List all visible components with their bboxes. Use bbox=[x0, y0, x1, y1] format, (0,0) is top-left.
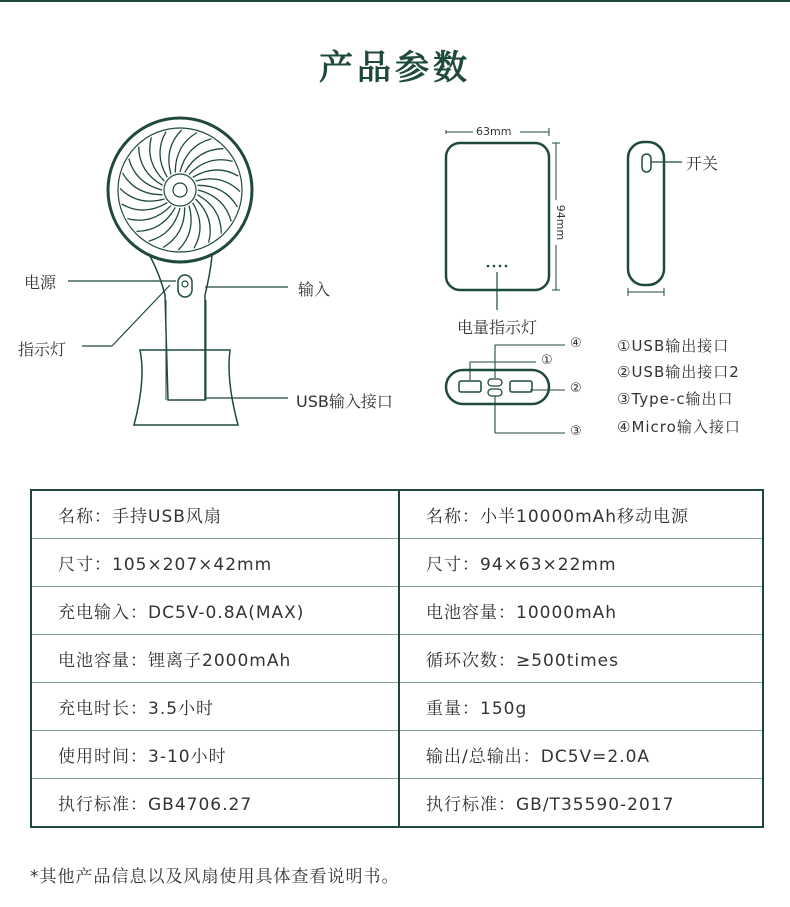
fan-blade bbox=[197, 185, 237, 207]
spec-fan-standard: 执行标准：GB4706.27 bbox=[31, 779, 399, 828]
fan-blade bbox=[189, 160, 233, 175]
label-switch: 开关 bbox=[686, 154, 719, 173]
powerbank-front bbox=[446, 128, 560, 310]
fan-blade bbox=[163, 207, 185, 247]
dim-height: 94mm bbox=[554, 204, 568, 241]
footnote: *其他产品信息以及风扇使用具体查看说明书。 bbox=[30, 867, 400, 887]
spec-fan-size: 尺寸：105×207×42mm bbox=[31, 539, 399, 587]
label-indicator: 指示灯 bbox=[18, 340, 67, 359]
table-row bbox=[31, 779, 763, 828]
legend-port-1: ①USB输出接口 bbox=[617, 337, 730, 355]
table-row bbox=[31, 731, 763, 779]
spec-fan-charge-time: 充电时长：3.5小时 bbox=[31, 683, 399, 731]
spec-fan-charge-input: 充电输入：DC5V-0.8A(MAX) bbox=[31, 587, 399, 635]
table-row bbox=[31, 683, 763, 731]
table-row bbox=[31, 490, 763, 539]
spec-fan-capacity: 电池容量：锂离子2000mAh bbox=[31, 635, 399, 683]
legend-port-4: ④Micro输入接口 bbox=[617, 418, 741, 436]
fan-blade bbox=[139, 147, 163, 186]
spec-powerbank-capacity: 电池容量：10000mAh bbox=[399, 587, 763, 635]
spec-fan-name: 名称：手持USB风扇 bbox=[31, 490, 399, 539]
fan-blade bbox=[175, 133, 197, 173]
fan-blade bbox=[160, 132, 167, 178]
label-battery-indicator: 电量指示灯 bbox=[457, 318, 538, 337]
spec-powerbank-cycles: 循环次数：≥500times bbox=[399, 635, 763, 683]
fan-blade bbox=[193, 170, 239, 177]
fan-blade bbox=[150, 137, 165, 181]
fan-blade bbox=[127, 206, 171, 221]
spec-table bbox=[30, 489, 764, 828]
fan-blade bbox=[197, 195, 221, 234]
fan-blade bbox=[193, 203, 200, 249]
dim-width: 63mm bbox=[476, 125, 512, 138]
page-title: 产品参数 bbox=[319, 48, 471, 88]
callout-4: ④ bbox=[570, 336, 582, 351]
spec-powerbank-weight: 重量：150g bbox=[399, 683, 763, 731]
label-input: 输入 bbox=[298, 280, 331, 299]
label-usb-input: USB输入接口 bbox=[296, 392, 393, 411]
legend-port-3: ③Type-c输出口 bbox=[617, 390, 734, 408]
label-power: 电源 bbox=[24, 273, 57, 292]
fan-blade bbox=[122, 203, 168, 210]
table-row bbox=[31, 539, 763, 587]
fan-blade bbox=[123, 173, 163, 195]
fan-illustration bbox=[68, 118, 288, 425]
powerbank-side bbox=[628, 142, 682, 296]
spec-powerbank-name: 名称：小半10000mAh移动电源 bbox=[399, 490, 763, 539]
fan-blade bbox=[185, 149, 224, 173]
table-row bbox=[31, 635, 763, 683]
spec-powerbank-size: 尺寸：94×63×22mm bbox=[399, 539, 763, 587]
fan-blade bbox=[196, 199, 211, 243]
callout-3: ③ bbox=[570, 424, 582, 439]
spec-powerbank-standard: 执行标准：GB/T35590-2017 bbox=[426, 795, 675, 815]
callout-1: ① bbox=[541, 353, 553, 368]
table-row bbox=[31, 587, 763, 635]
fan-blade bbox=[137, 207, 176, 231]
callout-2: ② bbox=[570, 381, 582, 396]
spec-fan-usage-time: 使用时间：3-10小时 bbox=[31, 731, 399, 779]
spec-powerbank-output: 输出/总输出：DC5V=2.0A bbox=[399, 731, 763, 779]
legend-port-2: ②USB输出接口2 bbox=[617, 363, 740, 381]
